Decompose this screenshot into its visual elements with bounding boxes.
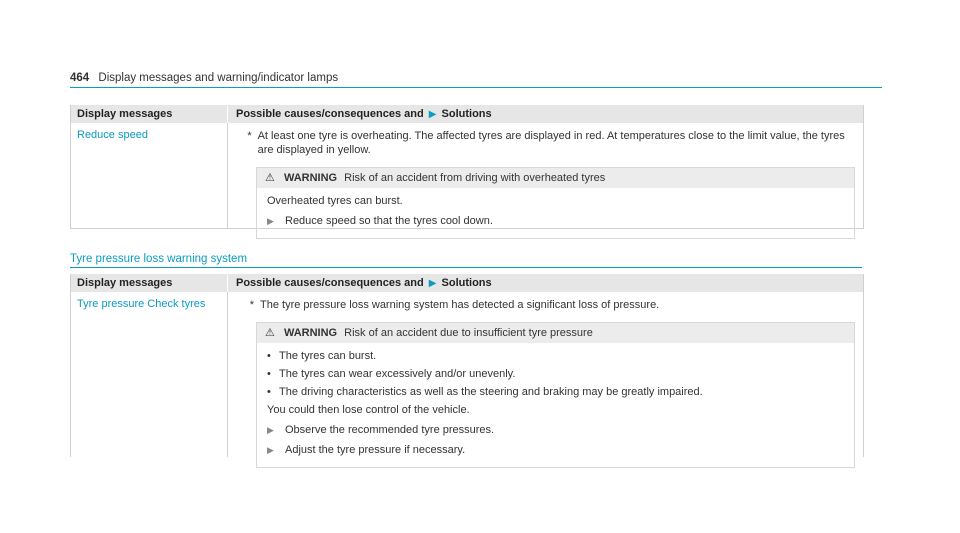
col-header-display-messages: Display messages [71,274,228,292]
cause-text: * The tyre pressure loss warning system has detected a significant loss of pressure. [238,298,855,312]
warning-header: ⚠ WARNING Risk of an accident due to insufficient tyre pressure [257,323,854,343]
display-messages-table-1 [70,105,864,229]
cause-text: * At least one tyre is overheating. The affected tyres are displayed in red. At temperatures close to the limit value, the tyres are displayed in yellow. [238,129,855,157]
warning-triangle-icon: ⚠ [265,172,275,184]
display-message: Tyre pressure Check tyres [77,298,206,310]
col-header-display-messages: Display messages [71,105,228,123]
warning-box [256,322,855,468]
page-number: 464 [70,72,90,84]
instruction-step: ▶ Adjust the tyre pressure if necessary. [267,444,466,456]
arrow-icon: ▶ [428,109,437,120]
warning-body: • The tyres can burst. • The tyres can wear excessively and/or unevenly. • The driving characteristics as well as the steering and braking may be greatly impaired. You could then lose control of the vehicle. ▶ Observe the recommended tyre pressures. ▶ Adjust the tyre pressure if necessary. [257,343,854,467]
table-row [71,292,863,457]
step-arrow-icon: ▶ [267,445,274,455]
instruction-step: ▶ Observe the recommended tyre pressures. [267,424,495,436]
col-header-causes: Possible causes/consequences and ▶ Solutions [236,277,492,289]
table-header-row [71,105,863,123]
col-header-causes: Possible causes/consequences and ▶ Solutions [236,108,492,120]
warning-body: Overheated tyres can burst. ▶ Reduce speed so that the tyres cool down. [257,188,854,238]
arrow-icon: ▶ [428,278,437,289]
bullet-star-icon: * [249,299,254,311]
page-title: Display messages and warning/indicator lamps [98,72,339,84]
display-message: Reduce speed [77,129,148,141]
step-arrow-icon: ▶ [267,216,274,226]
list-item: • The tyres can burst. [267,350,377,362]
warning-header: ⚠ WARNING Risk of an accident from driving with overheated tyres [257,168,854,188]
step-arrow-icon: ▶ [267,425,274,435]
section-title: Tyre pressure loss warning system [70,253,862,268]
warning-triangle-icon: ⚠ [265,327,275,339]
warning-box [256,167,855,239]
bullet-star-icon: * [247,130,252,142]
page-header [70,72,882,88]
list-item: • The tyres can wear excessively and/or unevenly. [267,368,516,380]
display-messages-table-2 [70,274,864,457]
list-item: • The driving characteristics as well as the steering and braking may be greatly impaired. [267,386,703,398]
table-header-row [71,274,863,292]
instruction-step: ▶ Reduce speed so that the tyres cool down. [267,215,493,227]
table-row [71,123,863,228]
